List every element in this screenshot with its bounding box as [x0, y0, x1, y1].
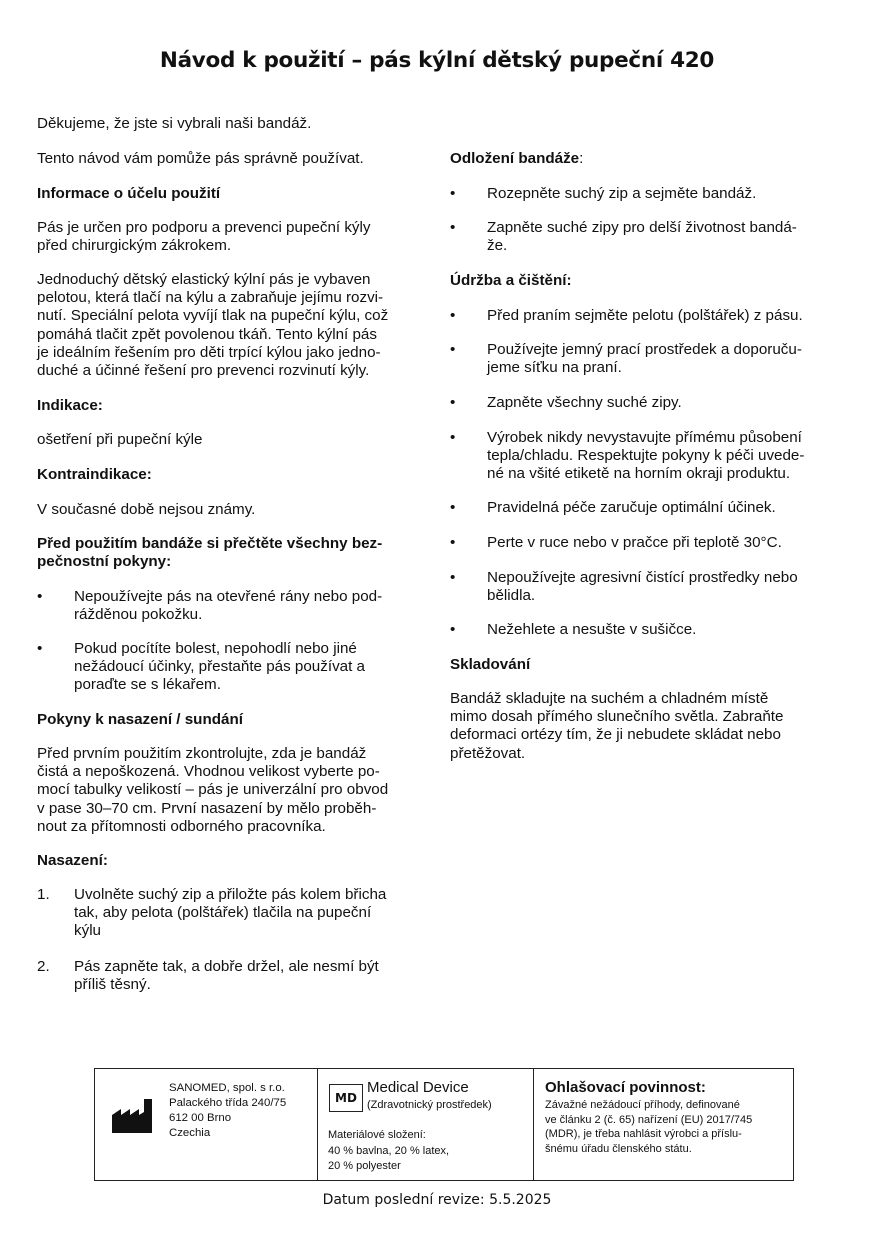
bullet-marker: • [450, 534, 456, 551]
bullet-marker: • [450, 499, 456, 516]
text-line: Používejte jemný prací prostředek a doporuču- [487, 341, 802, 358]
purpose-heading: Informace o účelu použití [37, 185, 221, 202]
text-line: Nepoužívejte pás na otevřené rány nebo pod- [74, 588, 383, 605]
text-line: pelotou, která tlačí na kýlu a zabraňuje jejímu rozvi- [37, 289, 384, 307]
text-line: Bandáž skladujte na suchém a chladném místě [450, 690, 769, 707]
text-line: Pás je určen pro podporu a prevenci pupeční kýly [37, 219, 371, 236]
safety-heading [37, 535, 419, 571]
applying-step [37, 886, 419, 941]
text-line: pečnostní pokyny: [37, 553, 172, 571]
text-line: (MDR), je třeba nahlásit výrobci a příslu- [545, 1128, 742, 1140]
fitting-heading: Pokyny k nasazení / sundání [37, 711, 243, 728]
material-composition [328, 1128, 449, 1175]
text-line: jeme síťku na praní. [487, 359, 622, 377]
text-line: šnému úřadu členského státu. [545, 1142, 692, 1155]
md-subtitle: (Zdravotnický prostředek) [367, 1099, 492, 1111]
revision-date: Datum poslední revize: 5.5.2025 [322, 1192, 552, 1208]
intro-guide: Tento návod vám pomůže pás správně používat. [37, 150, 364, 167]
text-line: Perte v ruce nebo v pračce při teplotě 30°C. [487, 534, 782, 551]
contraindication-text: V současné době nejsou známy. [37, 501, 256, 518]
reporting-text [545, 1098, 789, 1156]
applying-step [37, 958, 419, 994]
care-item [450, 394, 840, 412]
indication-heading: Indikace: [37, 397, 103, 414]
manufacturer-name: SANOMED, spol. s r.o. [169, 1082, 285, 1094]
care-item [450, 499, 840, 517]
material-line: 40 % bavlna, 20 % latex, [328, 1144, 450, 1157]
text-line: Rozepněte suchý zip a sejměte bandáž. [487, 185, 757, 202]
bullet-marker: • [450, 394, 456, 411]
reporting-heading: Ohlašovací povinnost: [545, 1079, 706, 1096]
medical-device-cell [317, 1069, 534, 1180]
text-line: že. [487, 237, 508, 255]
text-line: Zapněte suché zipy pro delší životnost bandá- [487, 219, 797, 236]
text-line: ve článku 2 (č. 65) nařízení (EU) 2017/745 [545, 1113, 753, 1126]
removal-heading-colon: : [579, 150, 584, 167]
text-line: tak, aby pelota (polštářek) tlačila na pupeční [74, 904, 372, 922]
manufacturer-street: Palackého třída 240/75 [169, 1097, 287, 1109]
text-line: příliš těsný. [74, 976, 151, 994]
text-line: Před použitím bandáže si přečtěte všechny bez- [37, 535, 383, 552]
bullet-marker: • [450, 569, 456, 586]
applying-heading: Nasazení: [37, 852, 108, 869]
md-title: Medical Device [367, 1079, 469, 1096]
text-line: Pás zapněte tak, a dobře držel, ale nesmí být [74, 958, 379, 975]
manufacturer-address [169, 1081, 286, 1141]
material-label: Materiálové složení: [328, 1129, 426, 1141]
text-line: pomáhá tlačit zpět povolenou tkáň. Tento kýlní pás [37, 325, 377, 343]
text-line: Závažné nežádoucí příhody, definované [545, 1099, 740, 1111]
text-line: bělidla. [487, 587, 536, 605]
reporting-cell [533, 1069, 793, 1180]
bullet-marker: • [450, 621, 456, 638]
bullet-marker: • [450, 341, 456, 358]
removal-heading [450, 150, 840, 168]
text-line: Pravidelná péče zaručuje optimální účinek. [487, 499, 776, 516]
care-heading: Údržba a čištění: [450, 272, 572, 289]
text-line: je ideálním řešením pro děti trpící kýlou jako jedno- [37, 343, 381, 361]
text-line: čistá a nepoškozená. Vhodnou velikost vyberte po- [37, 763, 380, 781]
step-number: 2. [37, 958, 50, 975]
bullet-marker: • [450, 219, 456, 236]
bullet-marker: • [450, 429, 456, 446]
care-item [450, 341, 840, 377]
text-line: nout za přítomnosti odborného pracovníka. [37, 817, 326, 835]
safety-item [37, 640, 419, 695]
factory-icon [112, 1099, 158, 1133]
text-line: Pokud pocítíte bolest, nepohodlí nebo jiné [74, 640, 357, 657]
text-line: Výrobek nikdy nevystavujte přímému působení [487, 429, 802, 446]
text-line: Zapněte všechny suché zipy. [487, 394, 682, 411]
text-line: Jednoduchý dětský elastický kýlní pás je vybaven [37, 271, 371, 288]
text-line: tepla/chladu. Respektujte pokyny k péči uvede- [487, 447, 805, 465]
text-line: mimo dosah přímého slunečního světla. Zabraňte [450, 708, 784, 726]
care-item [450, 621, 840, 639]
text-line: Nepoužívejte agresivní čistící prostředky nebo [487, 569, 798, 586]
document-title: Návod k použití – pás kýlní dětský pupeční 420 [159, 48, 715, 73]
bullet-marker: • [450, 185, 456, 202]
indication-text: ošetření při pupeční kýle [37, 431, 203, 448]
purpose-paragraph-1 [37, 219, 419, 255]
care-item [450, 429, 840, 484]
manufacturer-country: Czechia [169, 1127, 211, 1139]
bullet-marker: • [37, 588, 43, 605]
text-line: nutí. Speciální pelota vyvíjí tlak na pupeční kýlu, což [37, 307, 389, 325]
text-line: přetěžovat. [450, 744, 526, 762]
text-line: Uvolněte suchý zip a přiložte pás kolem břicha [74, 886, 387, 903]
removal-item [450, 185, 840, 203]
md-symbol-icon: MD [329, 1084, 363, 1112]
text-line: v pase 30–70 cm. První nasazení by mělo proběh- [37, 799, 377, 817]
care-item [450, 307, 840, 325]
manufacturer-city: 612 00 Brno [169, 1112, 232, 1124]
manufacturer-cell [95, 1069, 318, 1180]
text-line: mocí tabulky velikostí – pás je univerzální pro obvod [37, 781, 389, 799]
text-line: Před praním sejměte pelotu (polštářek) z pásu. [487, 307, 803, 324]
text-line: rážděnou pokožku. [74, 606, 203, 624]
text-line: Nežehlete a nesušte v sušičce. [487, 621, 697, 638]
contraindication-heading: Kontraindikace: [37, 466, 152, 483]
text-line: deformaci ortézy tím, že ji nebudete skládat nebo [450, 726, 781, 744]
text-line: před chirurgickým zákrokem. [37, 237, 232, 255]
material-line: 20 % polyester [328, 1160, 401, 1172]
text-line: né na všité etiketě na horním okraji produktu. [487, 465, 791, 483]
text-line: poraďte se s lékařem. [74, 676, 221, 694]
care-item [450, 569, 840, 605]
intro-thanks: Děkujeme, že jste si vybrali naši bandáž. [37, 115, 312, 132]
care-item [450, 534, 840, 552]
fitting-paragraph [37, 745, 419, 836]
safety-item [37, 588, 419, 624]
removal-heading-text: Odložení bandáže [450, 150, 580, 167]
step-number: 1. [37, 886, 50, 903]
text-line: kýlu [74, 922, 102, 940]
purpose-paragraph-2 [37, 271, 419, 380]
regulatory-footer [94, 1068, 794, 1181]
bullet-marker: • [37, 640, 43, 657]
storage-heading: Skladování [450, 656, 531, 673]
text-line: Před prvním použitím zkontrolujte, zda je bandáž [37, 745, 367, 762]
text-line: duché a účinné řešení pro prevenci rozvinutí kýly. [37, 362, 370, 380]
text-line: nežádoucí účinky, přestaňte pás používat a [74, 658, 365, 676]
storage-paragraph [450, 690, 840, 763]
bullet-marker: • [450, 307, 456, 324]
removal-item [450, 219, 840, 255]
